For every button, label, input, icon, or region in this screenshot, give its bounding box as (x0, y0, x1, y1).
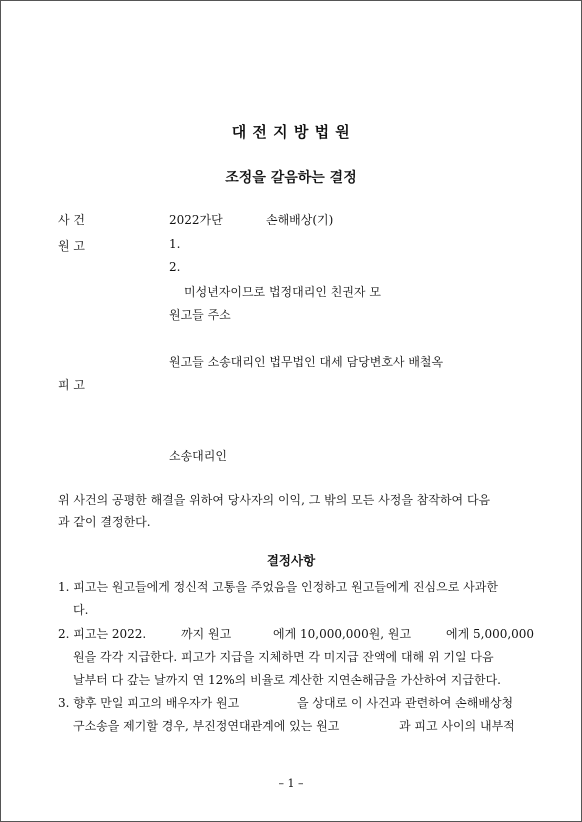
court-name: 대 전 지 방 법 원 (231, 123, 351, 141)
decision-item-2-amount-a: 에게 10,000,000원, 원고 (273, 627, 412, 641)
page-number: – 1 – (278, 777, 304, 790)
defendant-label: 피 고 (58, 378, 85, 392)
minor-guardian-note: 미성년자이므로 법정대리인 친권자 모 (184, 285, 381, 299)
preamble-line-2: 과 같이 결정한다. (58, 515, 151, 529)
decision-item-2-line-3: 날부터 다 갚는 날까지 연 12%의 비율로 계산한 지연손해금을 가산하여 지급한다. (73, 673, 501, 687)
decision-item-3-line-2a: 구소송을 제기할 경우, 부진정연대관계에 있는 원고 (73, 719, 340, 733)
decision-item-3-line-2b: 과 피고 사이의 내부적 (399, 719, 515, 733)
defendant-counsel: 소송대리인 (169, 449, 227, 463)
decision-item-2-date: 2. 피고는 2022. (58, 627, 147, 641)
plaintiffs-counsel: 원고들 소송대리인 법무법인 대세 담당변호사 배철옥 (169, 355, 444, 369)
case-number: 2022가단 (169, 213, 223, 227)
decision-item-2-amount-b: 에게 5,000,000 (446, 627, 535, 641)
decision-item-2-line-2: 원을 각각 지급한다. 피고가 지급을 지체하면 각 미지급 잔액에 대해 위 기일 다음 (73, 650, 494, 664)
decision-item-2-plaintiff-a: 까지 원고 (181, 627, 232, 641)
plaintiffs-address: 원고들 주소 (169, 308, 231, 322)
preamble-line-1: 위 사건의 공평한 해결을 위하여 당사자의 이익, 그 밖의 모든 사정을 참작하여 다음 (58, 493, 491, 507)
decision-item-3-line-1a: 3. 향후 만일 피고의 배우자가 원고 (58, 696, 240, 710)
plaintiff-item-2: 2. (169, 260, 181, 274)
document-title: 조정을 갈음하는 결정 (225, 170, 357, 186)
case-name: 손해배상(기) (266, 213, 334, 227)
plaintiff-item-1: 1. (169, 237, 181, 251)
plaintiff-label: 원 고 (58, 239, 85, 253)
decision-item-1-line-2: 다. (73, 603, 89, 617)
case-label: 사 건 (58, 213, 85, 227)
decision-item-3-line-1b: 을 상대로 이 사건과 관련하여 손해배상청 (297, 696, 514, 710)
decision-heading: 결정사항 (266, 553, 316, 568)
decision-item-1-line-1: 1. 피고는 원고들에게 정신적 고통을 주었음을 인정하고 원고들에게 진심으로 사과한 (58, 580, 498, 594)
